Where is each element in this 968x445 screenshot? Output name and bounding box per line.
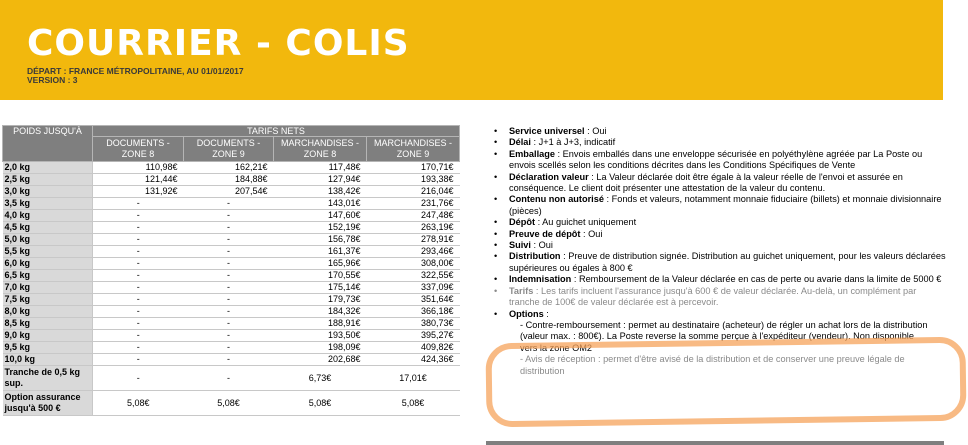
table-row: [3, 198, 460, 210]
option-avis-reception: - Avis de réception : permet d'être avisé de la distribution et de conserver une preuve légale de distribution: [520, 354, 905, 376]
table-cell: 147,60€: [274, 210, 367, 222]
table-cell: 198,09€: [274, 342, 367, 354]
table-cell: -: [93, 342, 184, 354]
row-weight: 6,5 kg: [3, 270, 93, 282]
row-weight: 6,0 kg: [3, 258, 93, 270]
options-label: Options: [509, 308, 544, 319]
bullet-icon: •: [494, 228, 498, 239]
condition-label: Déclaration valeur: [509, 171, 589, 182]
bullet-icon: •: [494, 194, 498, 205]
table-cell: 170,55€: [274, 270, 367, 282]
table-cell: -: [184, 354, 274, 366]
condition-text: : Oui: [584, 126, 607, 136]
table-cell: 138,42€: [274, 186, 367, 198]
table-cell: 366,18€: [367, 306, 460, 318]
table-cell: 5,08€: [274, 391, 367, 416]
condition-label: Service universel: [509, 126, 585, 136]
table-row: [3, 174, 460, 186]
table-cell: 117,48€: [274, 162, 367, 174]
weight-header: POIDS JUSQU'À: [3, 126, 93, 162]
table-row: [3, 294, 460, 306]
condition-text: : Oui: [580, 228, 603, 239]
table-row: [3, 354, 460, 366]
table-cell: 216,04€: [367, 186, 460, 198]
table-row: [3, 282, 460, 294]
table-cell: 188,91€: [274, 318, 367, 330]
table-cell: -: [184, 258, 274, 270]
condition-label: Distribution: [509, 251, 561, 262]
table-cell: -: [93, 222, 184, 234]
table-cell: -: [93, 330, 184, 342]
bullet-icon: •: [494, 148, 498, 159]
row-weight: 2,5 kg: [3, 174, 93, 186]
table-cell: -: [93, 198, 184, 210]
row-weight: 2,0 kg: [3, 162, 93, 174]
table-row: [3, 270, 460, 282]
condition-label: Dépôt: [509, 217, 536, 228]
table-cell: -: [93, 306, 184, 318]
bullet-icon: •: [494, 137, 498, 148]
table-cell: -: [93, 294, 184, 306]
column-header: MARCHANDISES - ZONE 8: [274, 137, 367, 162]
row-weight: 3,0 kg: [3, 186, 93, 198]
table-cell: -: [184, 306, 274, 318]
table-row-tranche: [3, 366, 460, 391]
table-cell: 6,73€: [274, 366, 367, 391]
list-item: [488, 286, 946, 309]
bullet-icon: •: [494, 274, 498, 285]
table-cell: 380,73€: [367, 318, 460, 330]
table-cell: 193,38€: [367, 174, 460, 186]
table-row: [3, 258, 460, 270]
footer-table-header: [486, 435, 944, 445]
table-cell: 351,64€: [367, 294, 460, 306]
table-cell: -: [93, 354, 184, 366]
table-cell: -: [184, 366, 274, 391]
table-row: [3, 186, 460, 198]
table-cell: -: [184, 270, 274, 282]
table-cell: 121,44€: [93, 174, 184, 186]
table-cell: 5,08€: [367, 391, 460, 416]
row-weight: Option assurance jusqu'à 500 €: [3, 391, 93, 416]
list-item: [488, 274, 946, 285]
column-header: MARCHANDISES - ZONE 9: [367, 137, 460, 162]
table-cell: 231,76€: [367, 198, 460, 210]
list-item: [488, 126, 946, 137]
condition-text: : Oui: [530, 240, 553, 251]
row-weight: 4,0 kg: [3, 210, 93, 222]
row-weight: 7,0 kg: [3, 282, 93, 294]
table-cell: -: [93, 318, 184, 330]
table-cell: 263,19€: [367, 222, 460, 234]
table-row: [3, 210, 460, 222]
page-title: COURRIER - COLIS: [27, 23, 410, 64]
condition-text: : Fonds et valeurs, notamment monnaie fiduciaire (billets) et monnaie divisionnaire (pièces): [509, 194, 942, 216]
table-cell: -: [93, 282, 184, 294]
bullet-icon: •: [494, 126, 498, 136]
table-cell: -: [184, 318, 274, 330]
table-cell: 308,00€: [367, 258, 460, 270]
table-row: [3, 306, 460, 318]
table-cell: 278,91€: [367, 234, 460, 246]
condition-text: : Les tarifs incluent l'assurance jusqu'à 600 € de valeur déclarée. Au-delà, un complément par tranche de 100€ de valeur déclarée est à percevoir.: [509, 285, 917, 308]
list-item: [488, 217, 946, 228]
column-header: DOCUMENTS - ZONE 8: [93, 137, 184, 162]
page-subtitle: DÉPART : FRANCE MÉTROPOLITAINE, AU 01/01/2017: [27, 66, 244, 76]
table-row: [3, 234, 460, 246]
table-row: [3, 162, 460, 174]
list-item: [488, 172, 946, 195]
table-cell: -: [93, 246, 184, 258]
bullet-icon: •: [494, 251, 498, 262]
condition-label: Délai: [509, 137, 531, 148]
group-header: TARIFS NETS: [93, 126, 460, 137]
tarifs-table: [2, 125, 460, 416]
list-item: [488, 137, 946, 148]
bullet-icon: •: [494, 217, 498, 228]
table-cell: -: [184, 246, 274, 258]
table-cell: 110,98€: [93, 162, 184, 174]
row-weight: Tranche de 0,5 kg sup.: [3, 366, 93, 391]
table-cell: 193,50€: [274, 330, 367, 342]
table-cell: 170,71€: [367, 162, 460, 174]
table-cell: 162,21€: [184, 162, 274, 174]
list-item: [488, 229, 946, 240]
table-cell: -: [93, 210, 184, 222]
table-row: [3, 246, 460, 258]
row-weight: 9,5 kg: [3, 342, 93, 354]
row-weight: 9,0 kg: [3, 330, 93, 342]
table-cell: 184,32€: [274, 306, 367, 318]
condition-text: : Envois emballés dans une enveloppe sécurisée en polyéthylène agréée par La Poste ou envois scellés selon les conditions décrites dans les Conditions Spécifiques de Vente: [509, 148, 923, 171]
condition-label: Indemnisation: [509, 274, 572, 285]
condition-text: : J+1 à J+3, indicatif: [530, 137, 616, 148]
table-cell: -: [184, 234, 274, 246]
table-cell: 337,09€: [367, 282, 460, 294]
table-cell: 152,19€: [274, 222, 367, 234]
header-banner: [0, 0, 943, 100]
table-cell: 175,14€: [274, 282, 367, 294]
table-cell: 184,88€: [184, 174, 274, 186]
table-cell: 293,46€: [367, 246, 460, 258]
table-cell: 395,27€: [367, 330, 460, 342]
table-cell: -: [93, 258, 184, 270]
table-cell: -: [184, 198, 274, 210]
table-cell: 127,94€: [274, 174, 367, 186]
table-cell: 143,01€: [274, 198, 367, 210]
table-row: [3, 222, 460, 234]
table-row: [3, 330, 460, 342]
bullet-icon: •: [494, 171, 498, 182]
condition-label: Suivi: [509, 240, 531, 251]
condition-text: : Preuve de distribution signée. Distribution au guichet uniquement, pour les valeurs déclarées supérieures ou égales à 800 €: [509, 251, 946, 273]
list-item: [488, 149, 946, 172]
row-weight: 8,5 kg: [3, 318, 93, 330]
highlight-annotation: [485, 337, 966, 428]
table-cell: 5,08€: [184, 391, 274, 416]
footer-label: TARIFS NETS: [736, 435, 781, 442]
option-contre-remboursement: - Contre-remboursement : permet au destinataire (acheteur) de régler un achat lors de la distribution (valeur max. : 800€). La Poste reverse la somme perçue à l'expéditeur (vendeur). Non disponible vers la zone OM2: [520, 319, 928, 353]
table-cell: -: [184, 330, 274, 342]
options-suffix: :: [543, 308, 549, 319]
row-weight: 5,5 kg: [3, 246, 93, 258]
table-cell: -: [93, 270, 184, 282]
row-weight: 8,0 kg: [3, 306, 93, 318]
table-cell: -: [184, 222, 274, 234]
bullet-icon: •: [494, 240, 498, 251]
table-row: [3, 318, 460, 330]
table-cell: -: [93, 366, 184, 391]
row-weight: 5,0 kg: [3, 234, 93, 246]
row-weight: 7,5 kg: [3, 294, 93, 306]
condition-label: Emballage: [509, 148, 555, 159]
table-cell: -: [184, 210, 274, 222]
column-header: DOCUMENTS - ZONE 9: [184, 137, 274, 162]
table-cell: 131,92€: [93, 186, 184, 198]
row-weight: 3,5 kg: [3, 198, 93, 210]
table-cell: 202,68€: [274, 354, 367, 366]
table-cell: 165,96€: [274, 258, 367, 270]
table-cell: 161,37€: [274, 246, 367, 258]
table-cell: 17,01€: [367, 366, 460, 391]
table-cell: 409,82€: [367, 342, 460, 354]
row-weight: 10,0 kg: [3, 354, 93, 366]
table-cell: 5,08€: [93, 391, 184, 416]
table-cell: -: [184, 342, 274, 354]
row-weight: 4,5 kg: [3, 222, 93, 234]
table-cell: -: [93, 234, 184, 246]
bullet-icon: •: [494, 308, 498, 319]
condition-text: : Remboursement de la Valeur déclarée en cas de perte ou avarie dans la limite de 5000 €: [571, 274, 942, 285]
condition-label: Tarifs: [509, 285, 534, 296]
table-cell: 322,55€: [367, 270, 460, 282]
table-cell: 247,48€: [367, 210, 460, 222]
condition-label: Contenu non autorisé: [509, 194, 604, 205]
table-cell: 179,73€: [274, 294, 367, 306]
table-cell: 207,54€: [184, 186, 274, 198]
table-cell: -: [184, 282, 274, 294]
table-cell: 156,78€: [274, 234, 367, 246]
list-item: [488, 194, 946, 217]
page-version: VERSION : 3: [27, 75, 78, 85]
condition-label: Preuve de dépôt: [509, 228, 581, 239]
bullet-icon: •: [494, 285, 498, 296]
condition-text: : La Valeur déclarée doit être égale à la valeur réelle de l'envoi et assurée en conséquence. Le client doit présenter une attestation de la valeur du contenu.: [509, 171, 903, 194]
table-cell: 424,36€: [367, 354, 460, 366]
table-cell: -: [184, 294, 274, 306]
table-row: [3, 342, 460, 354]
list-item: [488, 240, 946, 251]
table-row-option: [3, 391, 460, 416]
list-item: [488, 251, 946, 274]
condition-text: : Au guichet uniquement: [535, 217, 637, 228]
